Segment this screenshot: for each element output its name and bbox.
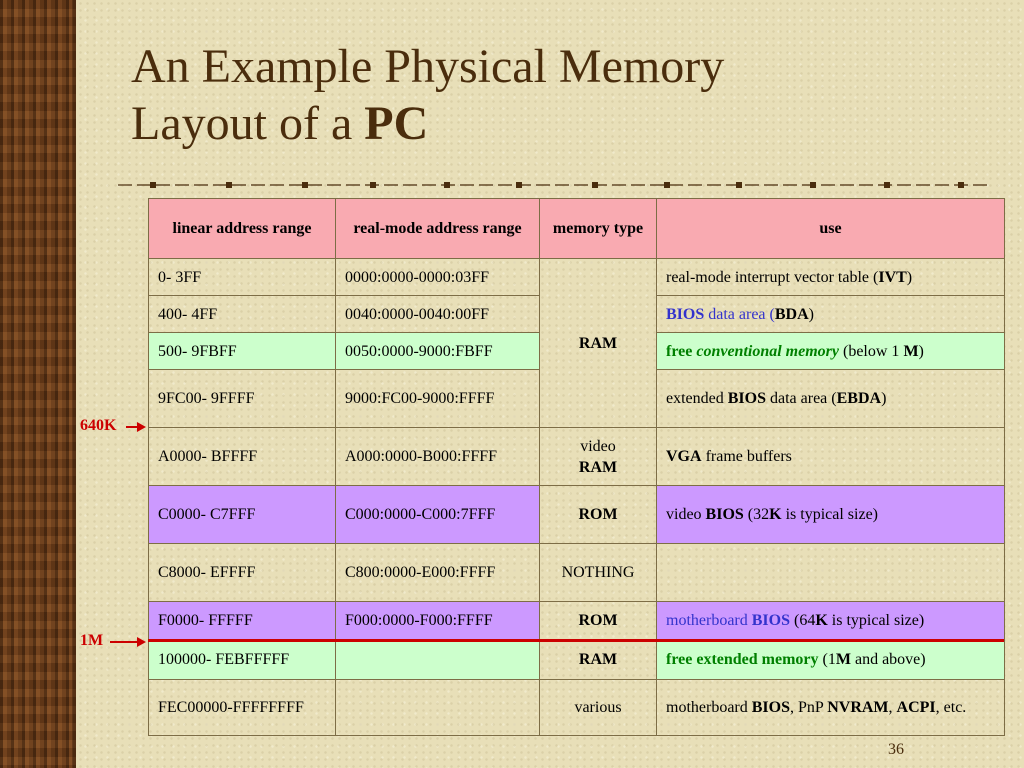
title-line2: Layout of a — [131, 97, 365, 150]
header-real-mode-address: real-mode address range — [336, 199, 540, 259]
cell-type: various — [540, 680, 657, 736]
cell-use: free extended memory (1M and above) — [657, 640, 1005, 680]
cell-linear: C0000- C7FFF — [149, 486, 336, 544]
marker-1m-label: 1M — [80, 632, 104, 649]
cell-type: ROM — [540, 602, 657, 640]
cell-realmode: 9000:FC00-9000:FFFF — [336, 370, 540, 428]
cell-use: video BIOS (32K is typical size) — [657, 486, 1005, 544]
cell-linear: 400- 4FF — [149, 296, 336, 333]
table-row — [149, 486, 1005, 544]
page-number: 36 — [888, 741, 904, 758]
arrow-right-icon — [137, 637, 146, 647]
cell-type: RAM — [540, 259, 657, 428]
title-bold: PC — [364, 97, 429, 150]
cell-type: NOTHING — [540, 544, 657, 602]
1m-boundary-line — [148, 639, 1004, 642]
header-linear-address: linear address range — [149, 199, 336, 259]
cell-use: motherboard BIOS (64K is typical size) — [657, 602, 1005, 640]
cell-use: BIOS data area (BDA) — [657, 296, 1005, 333]
cell-linear: 500- 9FBFF — [149, 333, 336, 370]
cell-use: motherboard BIOS, PnP NVRAM, ACPI, etc. — [657, 680, 1005, 736]
header-row — [149, 199, 1005, 259]
cell-type: ROM — [540, 486, 657, 544]
cell-linear: 9FC00- 9FFFF — [149, 370, 336, 428]
cell-realmode — [336, 640, 540, 680]
cell-use — [657, 544, 1005, 602]
cell-realmode: A000:0000-B000:FFFF — [336, 428, 540, 486]
cell-linear: 0- 3FF — [149, 259, 336, 296]
cell-realmode: 0050:0000-9000:FBFF — [336, 333, 540, 370]
marker-640k-label: 640K — [80, 417, 117, 434]
table-row — [149, 428, 1005, 486]
cell-realmode: F000:0000-F000:FFFF — [336, 602, 540, 640]
cell-linear: F0000- FFFFF — [149, 602, 336, 640]
cell-use: free conventional memory (below 1 M) — [657, 333, 1005, 370]
slide-title — [131, 38, 724, 152]
cell-realmode: C800:0000-E000:FFFF — [336, 544, 540, 602]
cell-use: VGA frame buffers — [657, 428, 1005, 486]
marker-1m-arrow-line — [110, 641, 138, 643]
header-memory-type: memory type — [540, 199, 657, 259]
table-row — [149, 259, 1005, 296]
decorative-sidebar — [0, 0, 76, 768]
cell-realmode: 0040:0000-0040:00FF — [336, 296, 540, 333]
cell-realmode — [336, 680, 540, 736]
cell-realmode: C000:0000-C000:7FFF — [336, 486, 540, 544]
cell-linear: C8000- EFFFF — [149, 544, 336, 602]
table-row — [149, 680, 1005, 736]
table-row — [149, 602, 1005, 640]
cell-realmode: 0000:0000-0000:03FF — [336, 259, 540, 296]
arrow-right-icon — [137, 422, 146, 432]
cell-linear: A0000- BFFFF — [149, 428, 336, 486]
table-row — [149, 544, 1005, 602]
cell-use: real-mode interrupt vector table (IVT) — [657, 259, 1005, 296]
dashed-divider — [118, 182, 992, 188]
cell-linear: 100000- FEBFFFFF — [149, 640, 336, 680]
table-row — [149, 640, 1005, 680]
memory-layout-table — [148, 198, 1005, 736]
cell-use: extended BIOS data area (EBDA) — [657, 370, 1005, 428]
cell-type: RAM — [540, 640, 657, 680]
cell-type: video RAM — [540, 428, 657, 486]
cell-linear: FEC00000-FFFFFFFF — [149, 680, 336, 736]
title-line1: An Example Physical Memory — [131, 40, 725, 93]
header-use: use — [657, 199, 1005, 259]
